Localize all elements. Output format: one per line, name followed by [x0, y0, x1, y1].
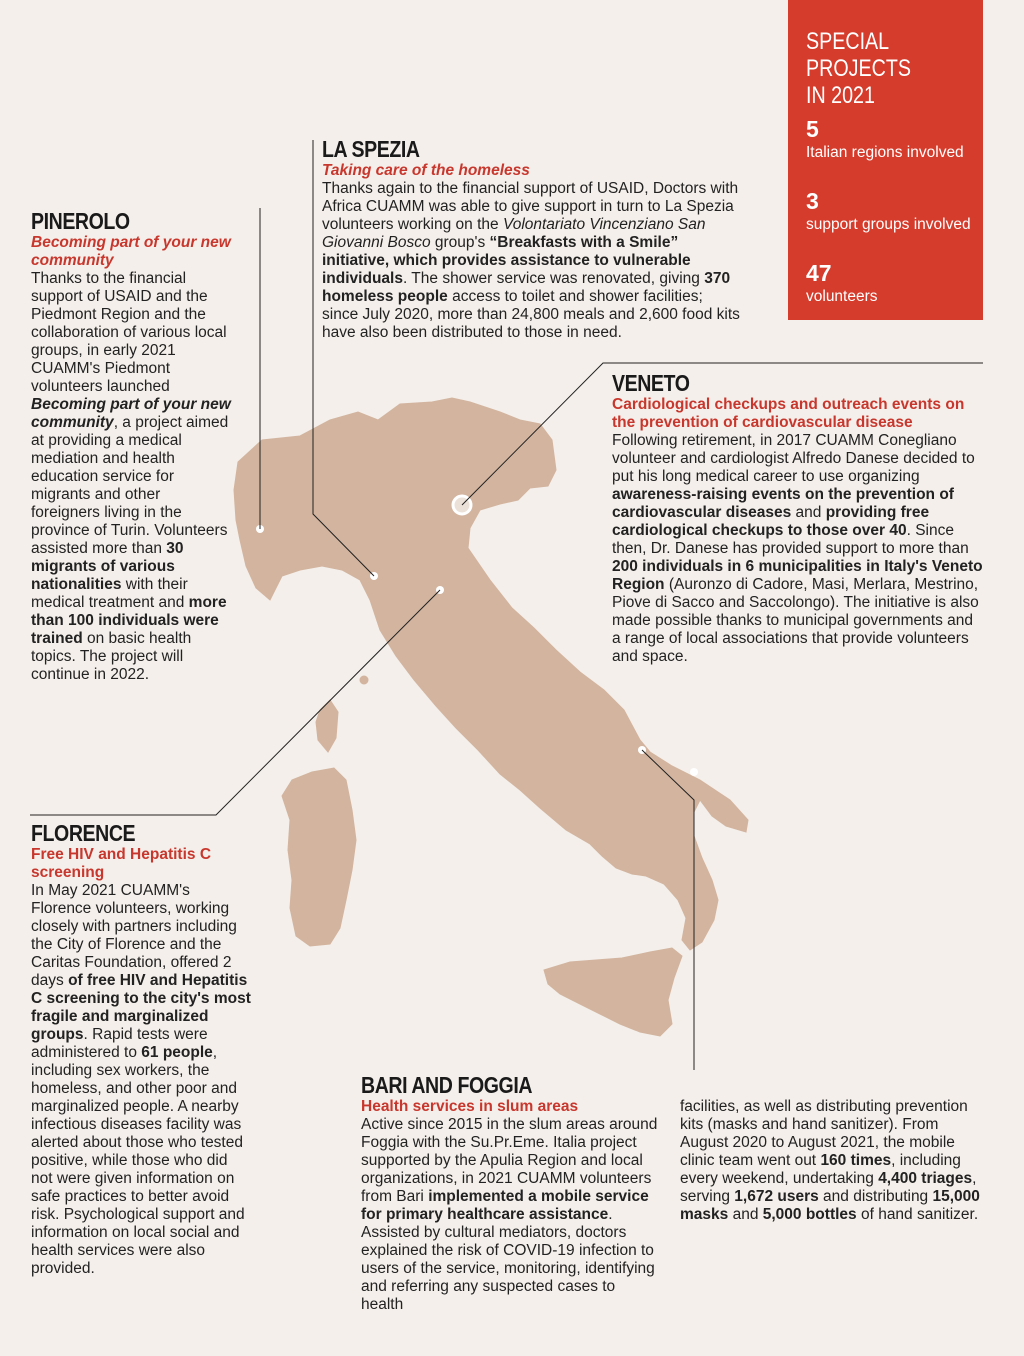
panel-title: SPECIAL PROJECTS IN 2021 — [806, 28, 911, 109]
stat-groups-label: support groups involved — [806, 216, 971, 233]
florence-body: In May 2021 CUAMM's Florence volunteers, working closely with partners including the City of Florence and the Caritas Foundation, offered 2 days of free HIV and Hepatitis C screening to the city's most fragile and marginalized groups. Rapid tests were administered to 61 people, including sex workers, the homeless, and other poor and marginalized people. A nearby infectious diseases facility was alerted about those who tested positive, while those who did not were given information on safe practices to better avoid risk. Psychological support and information on local social and health services were also provided. — [31, 882, 251, 1277]
veneto-body: Following retirement, in 2017 CUAMM Conegliano volunteer and cardiologist Alfredo Danese decided to put his long medical career to use organizing awareness-raising events on the prevention of cardiovascular diseases and providing free cardiological checkups to those over 40. Since then, Dr. Danese has provided support to more than 200 individuals in 6 municipalities in Italy's Veneto Region (Auronzo di Cadore, Masi, Merlara, Mestrino, Piove di Sacco and Saccolongo). The initiative is also made possible thanks to municipal governments and a range of local associations that provide volunteers and space. — [612, 432, 983, 665]
bari-foggia-section — [361, 1072, 661, 1314]
la-spezia-section — [322, 136, 742, 342]
special-projects-panel — [788, 0, 983, 320]
pinerolo-section — [31, 208, 231, 684]
bari-foggia-subtitle: Health services in slum areas — [361, 1098, 579, 1115]
la-spezia-title: LA SPEZIA — [322, 136, 420, 162]
veneto-subtitle: Cardiological checkups and outreach events on the prevention of cardiovascular disease — [612, 396, 965, 431]
florence-title: FLORENCE — [31, 820, 136, 846]
la-spezia-body: Thanks again to the financial support of USAID, Doctors with Africa CUAMM was able to give support in turn to La Spezia volunteers working on the Volontariato Vincenziano San Giovanni Bosco group's “Breakfasts with a Smile” initiative, which provides assistance to vulnerable individuals. The shower service was renovated, giving 370 homeless people access to toilet and shower facilities; since July 2020, more than 24,800 meals and 2,600 food kits have also been distributed to those in need. — [322, 180, 740, 341]
sardinia — [282, 768, 356, 946]
la-spezia-subtitle: Taking care of the homeless — [322, 162, 530, 179]
bari-dot — [690, 768, 698, 776]
pinerolo-subtitle: Becoming part of your new community — [31, 234, 231, 269]
pinerolo-body: Thanks to the financial support of USAID and the Piedmont Region and the collaboration of various local groups, in early 2021 CUAMM's Piedmont volunteers launched Becoming part of your new community, a project aimed at providing a medical mediation and health education service for migrants and other foreigners living in the province of Turin. Volunteers assisted more than 30 migrants of various nationalities with their medical treatment and more than 100 individuals were trained on basic health topics. The project will continue in 2022. — [31, 270, 231, 683]
sicily — [544, 948, 682, 1036]
veneto-title: VENETO — [612, 370, 690, 396]
pinerolo-title: PINEROLO — [31, 208, 130, 234]
bari-foggia-body-col2: facilities, as well as distributing prevention kits (masks and hand sanitizer). From August 2020 to August 2021, the mobile clinic team went out 160 times, including every weekend, undertaking 4,400 triages, serving 1,672 users and distributing 15,000 masks and 5,000 bottles of hand sanitizer. — [680, 1098, 980, 1223]
stat-regions-label: Italian regions involved — [806, 144, 964, 161]
corsica — [316, 700, 338, 752]
stat-volunteers-number: 47 — [806, 260, 832, 286]
stat-regions-number: 5 — [806, 116, 819, 142]
veneto-section — [612, 370, 984, 666]
florence-subtitle: Free HIV and Hepatitis C screening — [31, 846, 212, 881]
stat-volunteers-label: volunteers — [806, 288, 878, 305]
stat-groups-number: 3 — [806, 188, 819, 214]
bari-foggia-title: BARI AND FOGGIA — [361, 1072, 533, 1098]
bari-foggia-body-col1: Active since 2015 in the slum areas around Foggia with the Su.Pr.Eme. Italia project supported by the Apulia Region and local organizations, in 2021 CUAMM volunteers from Bari implemented a mobile service for primary healthcare assistance. Assisted by cultural mediators, doctors explained the risk of COVID-19 infection to users of the service, monitoring, identifying and referring any suspected cases to health — [361, 1116, 658, 1313]
florence-section — [31, 820, 253, 1278]
